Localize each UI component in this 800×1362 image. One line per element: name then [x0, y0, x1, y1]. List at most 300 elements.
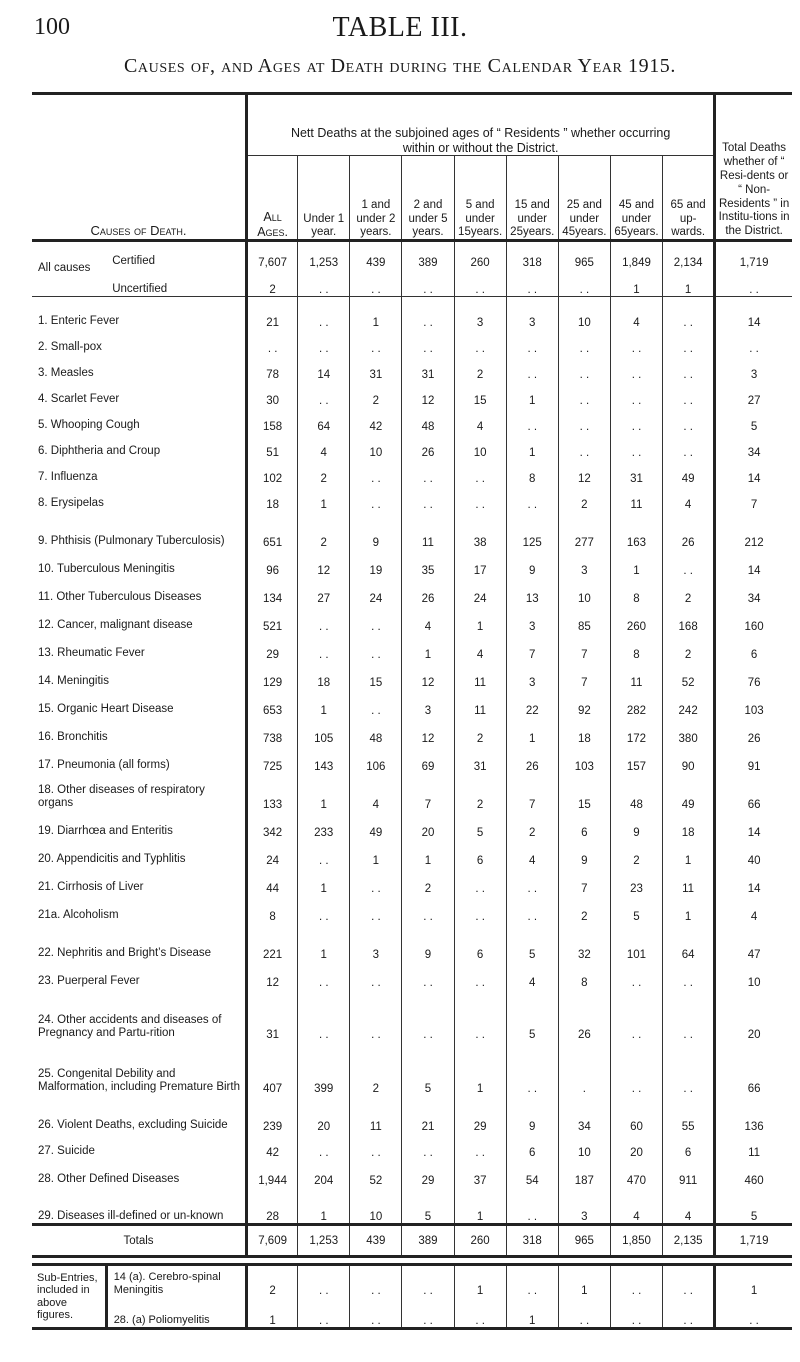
value-cell: 69 [402, 745, 454, 773]
value-cell: . . [350, 633, 402, 661]
cause-label: 21a. Alcoholism [38, 909, 119, 922]
cause-row [32, 661, 792, 689]
value-cell: 6 [663, 1133, 715, 1159]
value-cell: 17 [454, 549, 506, 577]
value-cell: 725 [247, 745, 298, 773]
value-cell: 7 [558, 867, 610, 895]
value-cell: 738 [247, 717, 298, 745]
value-cell: 1 [454, 1265, 506, 1297]
cause-row [32, 1041, 792, 1095]
value-cell: 55 [663, 1095, 715, 1133]
value-cell: . . [610, 381, 662, 407]
total-cell: 4 [715, 895, 792, 923]
value-cell: 18 [298, 661, 350, 689]
cause-label: 28. Other Defined Diseases [38, 1173, 180, 1186]
total-cell: 34 [715, 577, 792, 605]
value-cell: . . [298, 1265, 350, 1297]
value-cell: 4 [454, 407, 506, 433]
value-cell: 1 [298, 689, 350, 717]
cause-label: 27. Suicide [38, 1145, 95, 1158]
value-cell: 44 [247, 867, 298, 895]
value-cell: 1 [298, 773, 350, 811]
value-cell: 9 [610, 811, 662, 839]
cause-row [32, 923, 792, 961]
value-cell: . . [350, 485, 402, 511]
value-cell: 9 [350, 511, 402, 549]
sub-entry-row [32, 1297, 792, 1329]
value-cell: . . [454, 1133, 506, 1159]
cause-row [32, 1095, 792, 1133]
age-column-header: 15 and under 25years. [506, 156, 558, 241]
value-cell: 407 [247, 1041, 298, 1095]
value-cell: 1 [663, 269, 715, 297]
total-cell: 6 [715, 633, 792, 661]
totals-row [32, 1225, 792, 1257]
value-cell: 48 [402, 407, 454, 433]
value-cell: 12 [558, 459, 610, 485]
value-cell: 20 [298, 1095, 350, 1133]
value-cell: 1 [298, 1187, 350, 1225]
value-cell: 31 [247, 989, 298, 1041]
value-cell: 1 [350, 297, 402, 329]
value-cell: 106 [350, 745, 402, 773]
value-cell: 49 [663, 773, 715, 811]
all-causes-sublabel: Uncertified [112, 282, 168, 295]
value-cell: 3 [506, 297, 558, 329]
value-cell: 2 [558, 895, 610, 923]
cause-label: 3. Measles [38, 367, 94, 380]
value-cell: . . [610, 355, 662, 381]
value-cell: 19 [350, 549, 402, 577]
value-cell: 1 [506, 381, 558, 407]
value-cell: 64 [663, 923, 715, 961]
value-cell: . . [454, 989, 506, 1041]
value-cell: . . [663, 961, 715, 989]
value-cell: 5 [610, 895, 662, 923]
value-cell: 911 [663, 1159, 715, 1187]
value-cell: 157 [610, 745, 662, 773]
total-cell: 1 [715, 1265, 792, 1297]
sub-entry-label: 14 (a). Cerebro-spinal Meningitis [106, 1265, 246, 1297]
value-cell: 10 [454, 433, 506, 459]
value-cell: 158 [247, 407, 298, 433]
value-cell: . . [558, 381, 610, 407]
value-cell: 26 [506, 745, 558, 773]
value-cell: 9 [506, 1095, 558, 1133]
value-cell: 37 [454, 1159, 506, 1187]
cause-row [32, 839, 792, 867]
page-number: 100 [34, 14, 70, 40]
value-cell: 389 [402, 241, 454, 269]
value-cell: 28 [247, 1187, 298, 1225]
value-cell: . . [298, 989, 350, 1041]
totals-cell: 439 [350, 1225, 402, 1257]
cause-label: 17. Pneumonia (all forms) [38, 759, 170, 772]
value-cell: 18 [663, 811, 715, 839]
cause-row [32, 1133, 792, 1159]
total-cell: 5 [715, 407, 792, 433]
value-cell: . . [663, 549, 715, 577]
total-cell: 460 [715, 1159, 792, 1187]
value-cell: 48 [610, 773, 662, 811]
value-cell: 2 [350, 381, 402, 407]
value-cell: . . [663, 407, 715, 433]
spacer-row [32, 1257, 792, 1265]
cause-row [32, 633, 792, 661]
value-cell: 6 [506, 1133, 558, 1159]
value-cell: . . [298, 329, 350, 355]
total-cell: 26 [715, 717, 792, 745]
value-cell: 92 [558, 689, 610, 717]
value-cell: 1 [454, 605, 506, 633]
value-cell: . . [350, 689, 402, 717]
value-cell: . . [610, 961, 662, 989]
value-cell: 125 [506, 511, 558, 549]
value-cell: . . [610, 329, 662, 355]
total-cell: . . [715, 1297, 792, 1329]
value-cell: . . [350, 895, 402, 923]
value-cell: 20 [402, 811, 454, 839]
total-cell: 14 [715, 459, 792, 485]
value-cell: . . [298, 895, 350, 923]
value-cell: 11 [663, 867, 715, 895]
value-cell: . . [610, 1297, 662, 1329]
age-column-header: Under 1 year. [298, 156, 350, 241]
value-cell: 7,607 [247, 241, 298, 269]
value-cell: 2 [247, 1265, 298, 1297]
cause-label: 25. Congenital Debility and Malformation, including Premature Birth [38, 1068, 240, 1094]
value-cell: 2 [663, 577, 715, 605]
cause-row [32, 717, 792, 745]
value-cell: 10 [558, 297, 610, 329]
value-cell: . . [610, 1041, 662, 1095]
value-cell: 3 [506, 605, 558, 633]
totals-cell: 260 [454, 1225, 506, 1257]
sub-entries-label: Sub-Entries, included in above figures. [37, 1272, 98, 1321]
value-cell: 24 [454, 577, 506, 605]
value-cell: 239 [247, 1095, 298, 1133]
value-cell: 31 [454, 745, 506, 773]
total-cell: 40 [715, 839, 792, 867]
value-cell: 7 [402, 773, 454, 811]
value-cell: 4 [350, 773, 402, 811]
value-cell: . . [506, 485, 558, 511]
value-cell: . . [506, 329, 558, 355]
value-cell: 21 [402, 1095, 454, 1133]
cause-row [32, 577, 792, 605]
value-cell: 1 [350, 839, 402, 867]
value-cell: . . [402, 459, 454, 485]
total-cell: 14 [715, 811, 792, 839]
value-cell: 8 [247, 895, 298, 923]
value-cell: . . [350, 329, 402, 355]
value-cell: 21 [247, 297, 298, 329]
total-deaths-header: Total Deaths whether of “ Resi-dents or “ Non-Residents ” in Institu-tions in the District. [715, 94, 792, 241]
total-cell: 14 [715, 297, 792, 329]
value-cell: 78 [247, 355, 298, 381]
value-cell: . . [506, 895, 558, 923]
value-cell: 233 [298, 811, 350, 839]
value-cell: 26 [663, 511, 715, 549]
value-cell: 1 [454, 1187, 506, 1225]
value-cell: 3 [558, 549, 610, 577]
value-cell: 6 [454, 923, 506, 961]
cause-row [32, 961, 792, 989]
value-cell: 42 [350, 407, 402, 433]
value-cell: 2 [663, 633, 715, 661]
age-column-header: 45 and under 65years. [610, 156, 662, 241]
value-cell: 102 [247, 459, 298, 485]
cause-label: 9. Phthisis (Pulmonary Tuberculosis) [38, 535, 225, 548]
value-cell: 10 [350, 433, 402, 459]
value-cell: 103 [558, 745, 610, 773]
value-cell: . . [663, 355, 715, 381]
cause-label: 11. Other Tuberculous Diseases [38, 591, 202, 604]
value-cell: 7 [506, 773, 558, 811]
value-cell: 6 [558, 811, 610, 839]
value-cell: 4 [610, 297, 662, 329]
table-title: TABLE III. [332, 12, 468, 43]
cause-row [32, 773, 792, 811]
value-cell: 277 [558, 511, 610, 549]
value-cell: 2 [247, 269, 298, 297]
value-cell: 13 [506, 577, 558, 605]
value-cell: . . [506, 355, 558, 381]
value-cell: . . [663, 433, 715, 459]
value-cell: 318 [506, 241, 558, 269]
value-cell: 11 [402, 511, 454, 549]
value-cell: 11 [454, 689, 506, 717]
value-cell: 2 [454, 355, 506, 381]
value-cell: . . [663, 381, 715, 407]
cause-row [32, 433, 792, 459]
value-cell: . . [402, 1297, 454, 1329]
table-subtitle: Causes of, and Ages at Death during the Calendar Year 1915. [123, 55, 676, 77]
value-cell: . . [402, 989, 454, 1041]
value-cell: 1 [454, 1041, 506, 1095]
value-cell: 15 [558, 773, 610, 811]
value-cell: 105 [298, 717, 350, 745]
cause-row [32, 381, 792, 407]
value-cell: . . [610, 433, 662, 459]
value-cell: . . [402, 485, 454, 511]
value-cell: . . [663, 1041, 715, 1095]
value-cell: . . [298, 1297, 350, 1329]
value-cell: 3 [558, 1187, 610, 1225]
value-cell: 1 [663, 839, 715, 867]
value-cell: 282 [610, 689, 662, 717]
value-cell: 1 [247, 1297, 298, 1329]
value-cell: 8 [558, 961, 610, 989]
value-cell: 38 [454, 511, 506, 549]
value-cell: 11 [610, 661, 662, 689]
value-cell: 60 [610, 1095, 662, 1133]
value-cell: 10 [558, 1133, 610, 1159]
total-cell: 5 [715, 1187, 792, 1225]
value-cell: . . [506, 1187, 558, 1225]
value-cell: . . [402, 1265, 454, 1297]
total-cell: 11 [715, 1133, 792, 1159]
value-cell: . . [506, 1041, 558, 1095]
total-cell: 20 [715, 989, 792, 1041]
cause-row [32, 867, 792, 895]
value-cell: . . [402, 297, 454, 329]
value-cell: . . [350, 867, 402, 895]
value-cell: 23 [610, 867, 662, 895]
total-cell: 136 [715, 1095, 792, 1133]
value-cell: 9 [402, 923, 454, 961]
cause-row [32, 511, 792, 549]
value-cell: 5 [454, 811, 506, 839]
cause-label: 20. Appendicitis and Typhlitis [38, 853, 186, 866]
value-cell: 32 [558, 923, 610, 961]
value-cell: 26 [402, 577, 454, 605]
cause-label: 2. Small-pox [38, 341, 102, 354]
cause-label: 18. Other diseases of respiratory organs [38, 784, 205, 810]
value-cell: . [558, 1041, 610, 1095]
value-cell: 399 [298, 1041, 350, 1095]
value-cell: . . [350, 605, 402, 633]
value-cell: . . [454, 329, 506, 355]
value-cell: 653 [247, 689, 298, 717]
value-cell: 12 [402, 381, 454, 407]
value-cell: . . [350, 269, 402, 297]
value-cell: . . [506, 407, 558, 433]
value-cell: 49 [350, 811, 402, 839]
value-cell: 2,134 [663, 241, 715, 269]
value-cell: 9 [506, 549, 558, 577]
value-cell: 22 [506, 689, 558, 717]
age-column-header: 65 and up-wards. [663, 156, 715, 241]
sub-entry-row [32, 1265, 792, 1297]
value-cell: 3 [454, 297, 506, 329]
cause-label: 16. Bronchitis [38, 731, 108, 744]
value-cell: 2 [454, 773, 506, 811]
age-column-header: 25 and under 45years. [558, 156, 610, 241]
totals-cell: 965 [558, 1225, 610, 1257]
value-cell: 30 [247, 381, 298, 407]
value-cell: 10 [350, 1187, 402, 1225]
age-column-header: All Ages. [247, 156, 298, 241]
value-cell: 7 [506, 633, 558, 661]
value-cell: . . [454, 1297, 506, 1329]
value-cell: 260 [610, 605, 662, 633]
value-cell: 1,253 [298, 241, 350, 269]
value-cell: 26 [402, 433, 454, 459]
value-cell: . . [298, 381, 350, 407]
sub-entry-label: 28. (a) Poliomyelitis [106, 1297, 246, 1329]
value-cell: 54 [506, 1159, 558, 1187]
cause-row [32, 329, 792, 355]
cause-label: 13. Rheumatic Fever [38, 647, 145, 660]
cause-label: 1. Enteric Fever [38, 315, 120, 328]
cause-label: 29. Diseases ill-defined or un-known [38, 1209, 224, 1222]
cause-row [32, 605, 792, 633]
value-cell: 10 [558, 577, 610, 605]
value-cell: 24 [247, 839, 298, 867]
cause-label: 5. Whooping Cough [38, 419, 140, 432]
value-cell: . . [298, 633, 350, 661]
totals-cell: 318 [506, 1225, 558, 1257]
value-cell: 11 [454, 661, 506, 689]
age-column-header: 1 and under 2 years. [350, 156, 402, 241]
total-cell: 103 [715, 689, 792, 717]
value-cell: 11 [350, 1095, 402, 1133]
totals-cell: 2,135 [663, 1225, 715, 1257]
value-cell: 12 [247, 961, 298, 989]
value-cell: 29 [402, 1159, 454, 1187]
value-cell: . . [558, 355, 610, 381]
value-cell: 85 [558, 605, 610, 633]
value-cell: . . [298, 605, 350, 633]
value-cell: 4 [454, 633, 506, 661]
value-cell: 15 [350, 661, 402, 689]
cause-label: 4. Scarlet Fever [38, 393, 120, 406]
cause-label: 19. Diarrhœa and Enteritis [38, 825, 173, 838]
value-cell: 12 [402, 717, 454, 745]
value-cell: . . [454, 269, 506, 297]
value-cell: . . [247, 329, 298, 355]
cause-row [32, 745, 792, 773]
value-cell: 1 [506, 1297, 558, 1329]
cause-label: 14. Meningitis [38, 675, 109, 688]
value-cell: 42 [247, 1133, 298, 1159]
value-cell: 5 [506, 923, 558, 961]
value-cell: 1 [402, 839, 454, 867]
value-cell: 4 [663, 1187, 715, 1225]
total-cell: 66 [715, 1041, 792, 1095]
total-cell: 76 [715, 661, 792, 689]
value-cell: 29 [454, 1095, 506, 1133]
value-cell: 1 [298, 485, 350, 511]
value-cell: 52 [663, 661, 715, 689]
cause-row [32, 1187, 792, 1225]
value-cell: 29 [247, 633, 298, 661]
value-cell: 1 [298, 867, 350, 895]
value-cell: 8 [610, 633, 662, 661]
value-cell: 7 [558, 661, 610, 689]
value-cell: . . [506, 1265, 558, 1297]
value-cell: 1 [402, 633, 454, 661]
value-cell: . . [663, 1297, 715, 1329]
totals-cell: 389 [402, 1225, 454, 1257]
cause-label: 22. Nephritis and Bright’s Disease [38, 947, 212, 960]
value-cell: 35 [402, 549, 454, 577]
value-cell: 1 [558, 1265, 610, 1297]
value-cell: 64 [298, 407, 350, 433]
value-cell: 221 [247, 923, 298, 961]
value-cell: 96 [247, 549, 298, 577]
value-cell: . . [663, 297, 715, 329]
value-cell: 4 [506, 839, 558, 867]
totals-cell: 7,609 [247, 1225, 298, 1257]
cause-label: 24. Other accidents and diseases of Pregnancy and Partu-rition [38, 1014, 222, 1040]
value-cell: 8 [506, 459, 558, 485]
value-cell: 5 [402, 1041, 454, 1095]
value-cell: 2 [610, 839, 662, 867]
total-cell: 212 [715, 511, 792, 549]
value-cell: 470 [610, 1159, 662, 1187]
value-cell: 1,944 [247, 1159, 298, 1187]
value-cell: . . [558, 269, 610, 297]
value-cell: 342 [247, 811, 298, 839]
value-cell: 3 [506, 661, 558, 689]
value-cell: . . [298, 961, 350, 989]
value-cell: 18 [558, 717, 610, 745]
value-cell: 2 [298, 459, 350, 485]
value-cell: . . [663, 329, 715, 355]
value-cell: 380 [663, 717, 715, 745]
